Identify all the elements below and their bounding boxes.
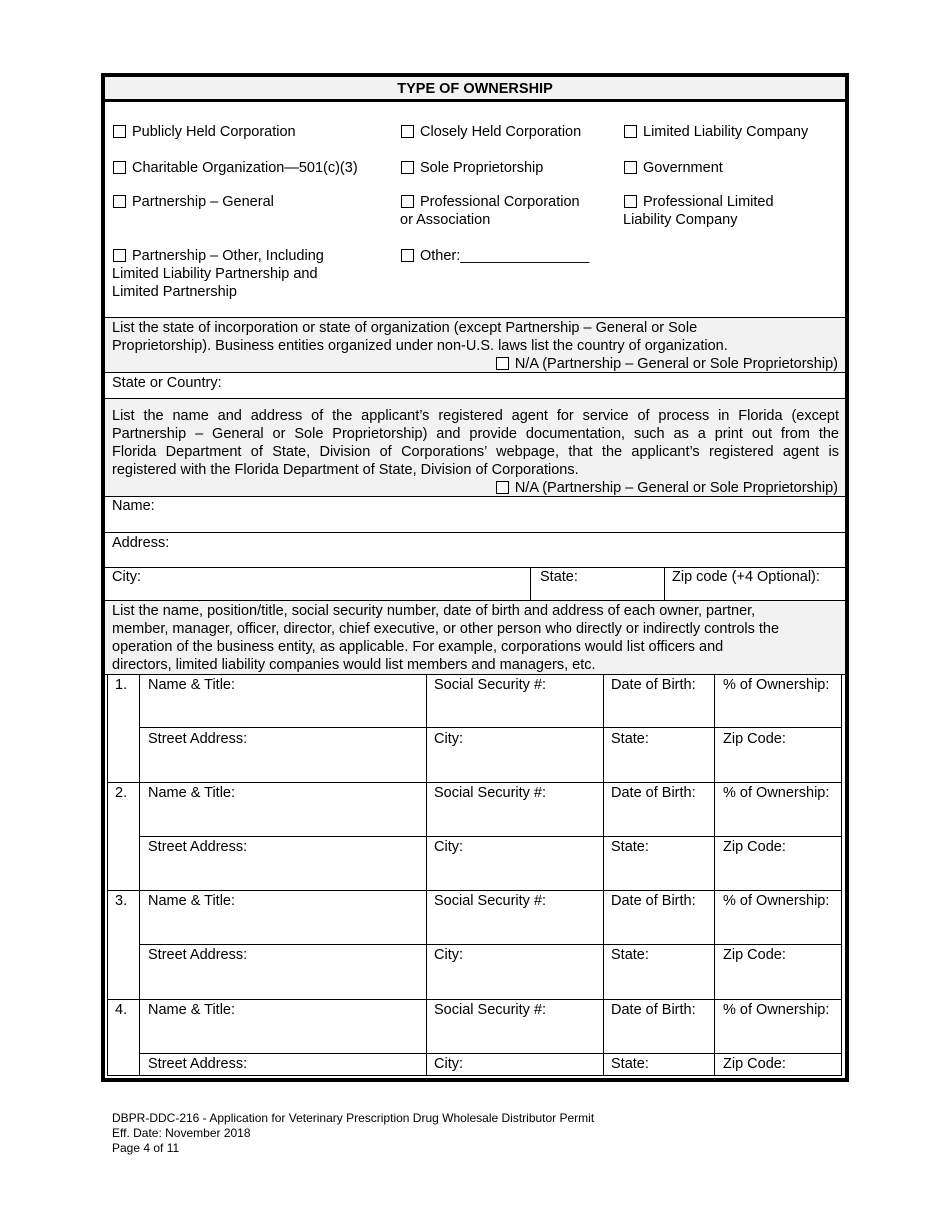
owner-ssn-label: Social Security #:: [434, 893, 547, 909]
agent-city-field[interactable]: [150, 568, 525, 598]
agent-address-label: Address:: [112, 535, 170, 551]
checkbox-icon[interactable]: [624, 195, 637, 208]
option-partnership-other[interactable]: Partnership – Other, Including: [113, 247, 324, 265]
owner-city-label: City:: [434, 839, 463, 855]
owner-dob-label: Date of Birth:: [611, 1002, 696, 1018]
owner-ownership-label: % of Ownership:: [723, 677, 830, 693]
registered-agent-line3: Florida Department of State, Division of Corporations’ webpage, that the applicant’s registered agent is: [112, 444, 839, 460]
checkbox-icon[interactable]: [401, 249, 414, 262]
agent-state-label: State:: [540, 569, 578, 585]
option-charitable[interactable]: Charitable Organization—501(c)(3): [113, 159, 358, 177]
checkbox-icon[interactable]: [496, 481, 509, 494]
owner-street-label: Street Address:: [148, 731, 248, 747]
checkbox-icon[interactable]: [624, 125, 637, 138]
registered-agent-line4: registered with the Florida Department of State, Division of Corporations.: [112, 462, 579, 478]
option-closely-held[interactable]: Closely Held Corporation: [401, 123, 581, 141]
owner-state-label: State:: [611, 947, 649, 963]
option-professional-llc-line2: Liability Company: [623, 212, 738, 228]
owner-city-label: City:: [434, 731, 463, 747]
agent-state-field[interactable]: [585, 568, 660, 598]
owner-zip-label: Zip Code:: [723, 947, 786, 963]
owner-zip-label: Zip Code:: [723, 731, 786, 747]
option-partnership-other-line3: Limited Partnership: [112, 284, 237, 300]
checkbox-icon[interactable]: [401, 125, 414, 138]
agent-zip-label: Zip code (+4 Optional):: [672, 569, 820, 585]
checkbox-icon[interactable]: [624, 161, 637, 174]
state-incorporation-line1: List the state of incorporation or state of organization (except Partnership – General or Sole: [112, 320, 698, 336]
owner-ssn-label: Social Security #:: [434, 785, 547, 801]
owner-name-title-label: Name & Title:: [148, 785, 236, 801]
state-or-country-field[interactable]: [240, 373, 840, 397]
owners-instructions-line3: operation of the business entity, as applicable. For example, corporations would list officers and: [112, 639, 724, 655]
section-title: TYPE OF OWNERSHIP: [397, 81, 553, 97]
option-other[interactable]: Other:________________: [401, 247, 589, 265]
state-or-country-label: State or Country:: [112, 375, 222, 391]
owner-state-label: State:: [611, 731, 649, 747]
owner-name-title-label: Name & Title:: [148, 677, 236, 693]
owners-instructions-line1: List the name, position/title, social security number, date of birth and address of each owner, partner,: [112, 603, 756, 619]
owners-table: [105, 674, 845, 1077]
option-government[interactable]: Government: [624, 159, 723, 177]
owner-street-label: Street Address:: [148, 947, 248, 963]
checkbox-icon[interactable]: [113, 125, 126, 138]
checkbox-icon[interactable]: [496, 357, 509, 370]
owner-zip-label: Zip Code:: [723, 839, 786, 855]
registered-agent-line1: List the name and address of the applicant’s registered agent for service of process in Florida (except: [112, 408, 839, 424]
agent-zip-field[interactable]: [670, 585, 840, 599]
owner-state-label: State:: [611, 839, 649, 855]
owner-zip-label: Zip Code:: [723, 1056, 786, 1072]
owner-dob-label: Date of Birth:: [611, 893, 696, 909]
checkbox-icon[interactable]: [113, 195, 126, 208]
owner-state-label: State:: [611, 1056, 649, 1072]
owners-instructions-line2: member, manager, officer, director, chief executive, or other person who directly or indirectly controls the: [112, 621, 780, 637]
owner-number: 4.: [115, 1002, 128, 1018]
owner-city-label: City:: [434, 1056, 463, 1072]
owner-number: 2.: [115, 785, 128, 801]
registered-agent-line2: Partnership – General or Sole Proprietorship) and provide documentation, such as a print out from the: [112, 426, 839, 442]
agent-address-field[interactable]: [180, 533, 840, 566]
agent-name-field[interactable]: [160, 497, 840, 531]
checkbox-icon[interactable]: [401, 161, 414, 174]
checkbox-icon[interactable]: [401, 195, 414, 208]
owner-ownership-label: % of Ownership:: [723, 785, 830, 801]
owner-dob-label: Date of Birth:: [611, 677, 696, 693]
owner-number: 1.: [115, 677, 128, 693]
owner-city-label: City:: [434, 947, 463, 963]
checkbox-icon[interactable]: [113, 249, 126, 262]
footer-form-id: DBPR-DDC-216 - Application for Veterinary Prescription Drug Wholesale Distributor Permit: [112, 1111, 595, 1125]
footer-eff-date: Eff. Date: November 2018: [112, 1126, 251, 1140]
owner-ownership-label: % of Ownership:: [723, 1002, 830, 1018]
owner-number: 3.: [115, 893, 128, 909]
option-professional-corp-line2: or Association: [400, 212, 491, 228]
checkbox-icon[interactable]: [113, 161, 126, 174]
agent-name-label: Name:: [112, 498, 155, 514]
owner-name-title-label: Name & Title:: [148, 893, 236, 909]
agent-city-label: City:: [112, 569, 141, 585]
owner-dob-label: Date of Birth:: [611, 785, 696, 801]
option-publicly-held[interactable]: Publicly Held Corporation: [113, 123, 296, 141]
owners-instructions-line4: directors, limited liability companies would list members and managers, etc.: [112, 657, 596, 673]
owner-name-title-label: Name & Title:: [148, 1002, 236, 1018]
option-partnership-general[interactable]: Partnership – General: [113, 193, 274, 211]
state-incorporation-line2: Proprietorship). Business entities organized under non-U.S. laws list the country of organization.: [112, 338, 728, 354]
footer-page-number: Page 4 of 11: [112, 1141, 180, 1155]
owner-ownership-label: % of Ownership:: [723, 893, 830, 909]
owner-ssn-label: Social Security #:: [434, 677, 547, 693]
option-llc[interactable]: Limited Liability Company: [624, 123, 808, 141]
option-partnership-other-line2: Limited Liability Partnership and: [112, 266, 318, 282]
option-professional-corp[interactable]: Professional Corporation: [401, 193, 580, 211]
owner-street-label: Street Address:: [148, 839, 248, 855]
option-professional-llc[interactable]: Professional Limited: [624, 193, 774, 211]
owner-ssn-label: Social Security #:: [434, 1002, 547, 1018]
registered-agent-na-option[interactable]: N/A (Partnership – General or Sole Proprietorship): [496, 479, 838, 497]
owner-street-label: Street Address:: [148, 1056, 248, 1072]
option-sole-prop[interactable]: Sole Proprietorship: [401, 159, 543, 177]
state-na-option[interactable]: N/A (Partnership – General or Sole Proprietorship): [496, 355, 838, 373]
